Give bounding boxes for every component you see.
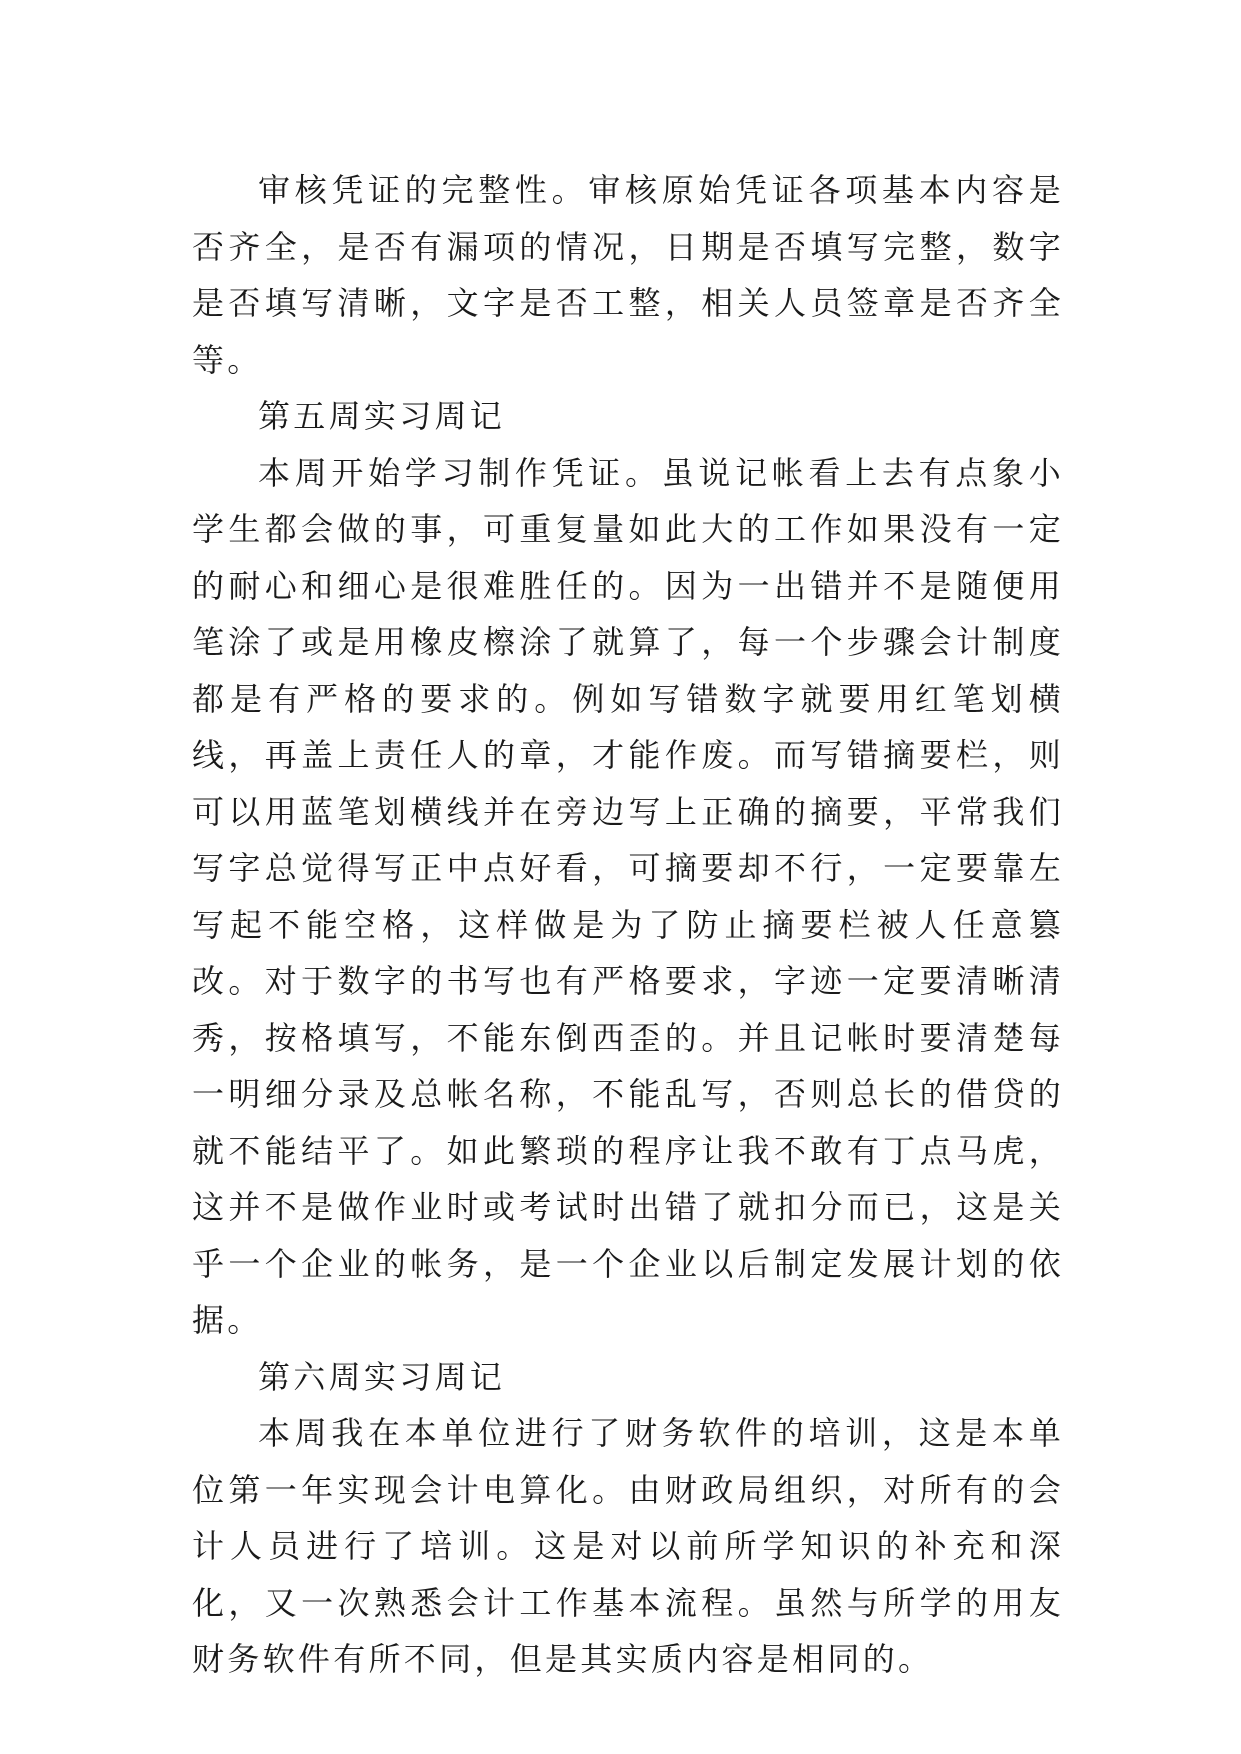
paragraph-voucher-completeness: 审核凭证的完整性。审核原始凭证各项基本内容是否齐全，是否有漏项的情况，日期是否填写完整，数字是否填写清晰，文字是否工整，相关人员签章是否齐全等。 [192, 171, 1064, 379]
paragraph-week-five-body: 本周开始学习制作凭证。虽说记帐看上去有点象小学生都会做的事，可重复量如此大的工作如果没有一定的耐心和细心是很难胜任的。因为一出错并不是随便用笔涂了或是用橡皮檫涂了就算了，每一个步骤会计制度都是有严格的要求的。例如写错数字就要用红笔划横线，再盖上责任人的章，才能作废。而写错摘要栏，则可以用蓝笔划横线并在旁边写上正确的摘要，平常我们写字总觉得写正中点好看，可摘要却不行，一定要靠左写起不能空格，这样做是为了防止摘要栏被人任意篡改。对于数字的书写也有严格要求，字迹一定要清晰清秀，按格填写，不能东倒西歪的。并且记帐时要清楚每一明细分录及总帐名称，不能乱写，否则总长的借贷的就不能结平了。如此繁琐的程序让我不敢有丁点马虎，这并不是做作业时或考试时出错了就扣分而已，这是关乎一个企业的帐务，是一个企业以后制定发展计划的依据。 [192, 453, 1064, 1339]
heading-week-six: 第六周实习周记 [258, 1357, 506, 1396]
paragraph-week-six-body: 本周我在本单位进行了财务软件的培训，这是本单位第一年实现会计电算化。由财政局组织，对所有的会计人员进行了培训。这是对以前所学知识的补充和深化，又一次熟悉会计工作基本流程。虽然与所学的用友财务软件有所不同，但是其实质内容是相同的。 [192, 1414, 1064, 1678]
document-page [192, 162, 1064, 1688]
heading-week-five: 第五周实习周记 [258, 397, 506, 435]
